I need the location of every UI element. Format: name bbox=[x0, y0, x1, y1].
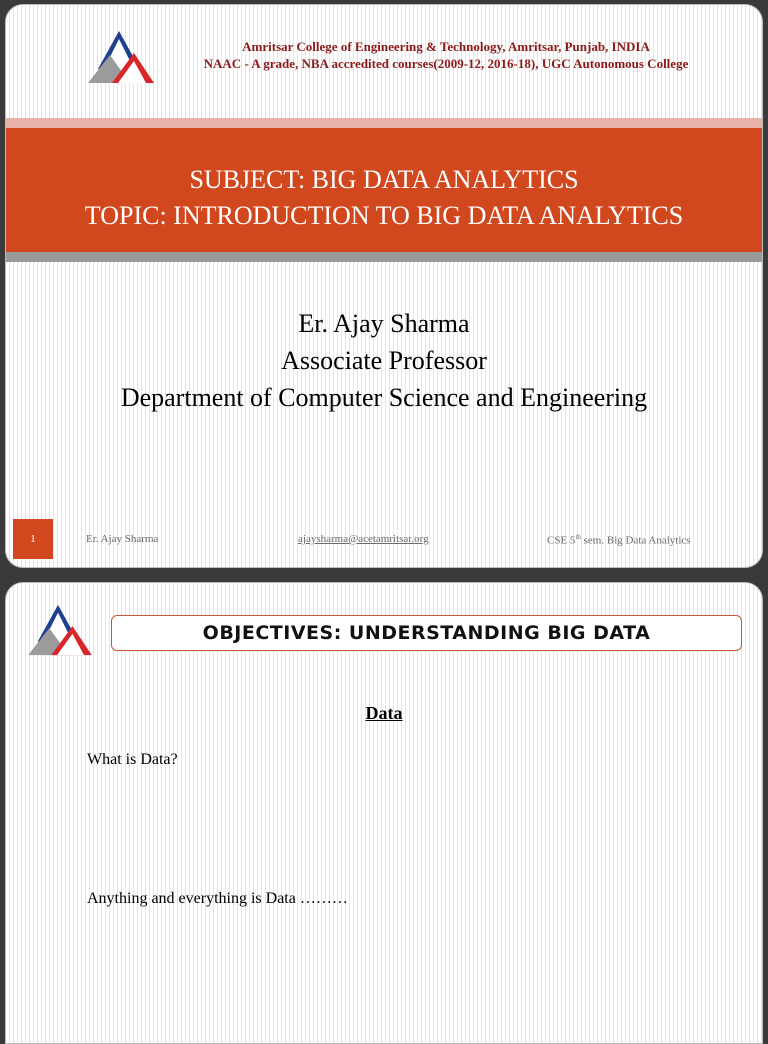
footer-course bbox=[547, 533, 691, 547]
college-name: Amritsar College of Engineering & Technology, Amritsar, Punjab, INDIA bbox=[242, 39, 650, 54]
topic-title: TOPIC: INTRODUCTION TO BIG DATA ANALYTICS bbox=[84, 201, 684, 230]
pink-divider bbox=[6, 118, 762, 128]
footer-course-suffix: sem. Big Data Analytics bbox=[580, 534, 691, 547]
title-banner bbox=[6, 128, 762, 252]
author-name: Er. Ajay Sharma bbox=[298, 309, 470, 338]
gray-divider bbox=[6, 252, 762, 262]
answer-text: Anything and everything is Data ……… bbox=[87, 890, 348, 907]
slide-number: 1 bbox=[13, 519, 53, 559]
footer-author: Er. Ajay Sharma bbox=[86, 533, 159, 545]
footer-email-link[interactable]: ajaysharma@acetamritsar.org bbox=[298, 533, 429, 545]
author-department: Department of Computer Science and Engineering bbox=[120, 383, 648, 412]
author-block bbox=[6, 305, 762, 416]
college-header bbox=[156, 38, 736, 72]
college-logo-icon bbox=[82, 29, 156, 85]
objectives-slide bbox=[5, 582, 763, 1044]
author-title: Associate Professor bbox=[281, 346, 487, 375]
objective-title-box: OBJECTIVES: UNDERSTANDING BIG DATA bbox=[111, 615, 742, 651]
title-slide bbox=[5, 4, 763, 568]
subject-title: SUBJECT: BIG DATA ANALYTICS bbox=[189, 165, 579, 194]
section-heading: Data bbox=[365, 703, 403, 723]
footer-course-prefix: CSE 5 bbox=[547, 534, 576, 547]
footer-course-sup: th bbox=[575, 533, 581, 541]
question-text: What is Data? bbox=[87, 751, 178, 768]
college-accreditation: NAAC - A grade, NBA accredited courses(2009-12, 2016-18), UGC Autonomous College bbox=[203, 56, 689, 71]
college-logo-icon bbox=[22, 603, 94, 657]
